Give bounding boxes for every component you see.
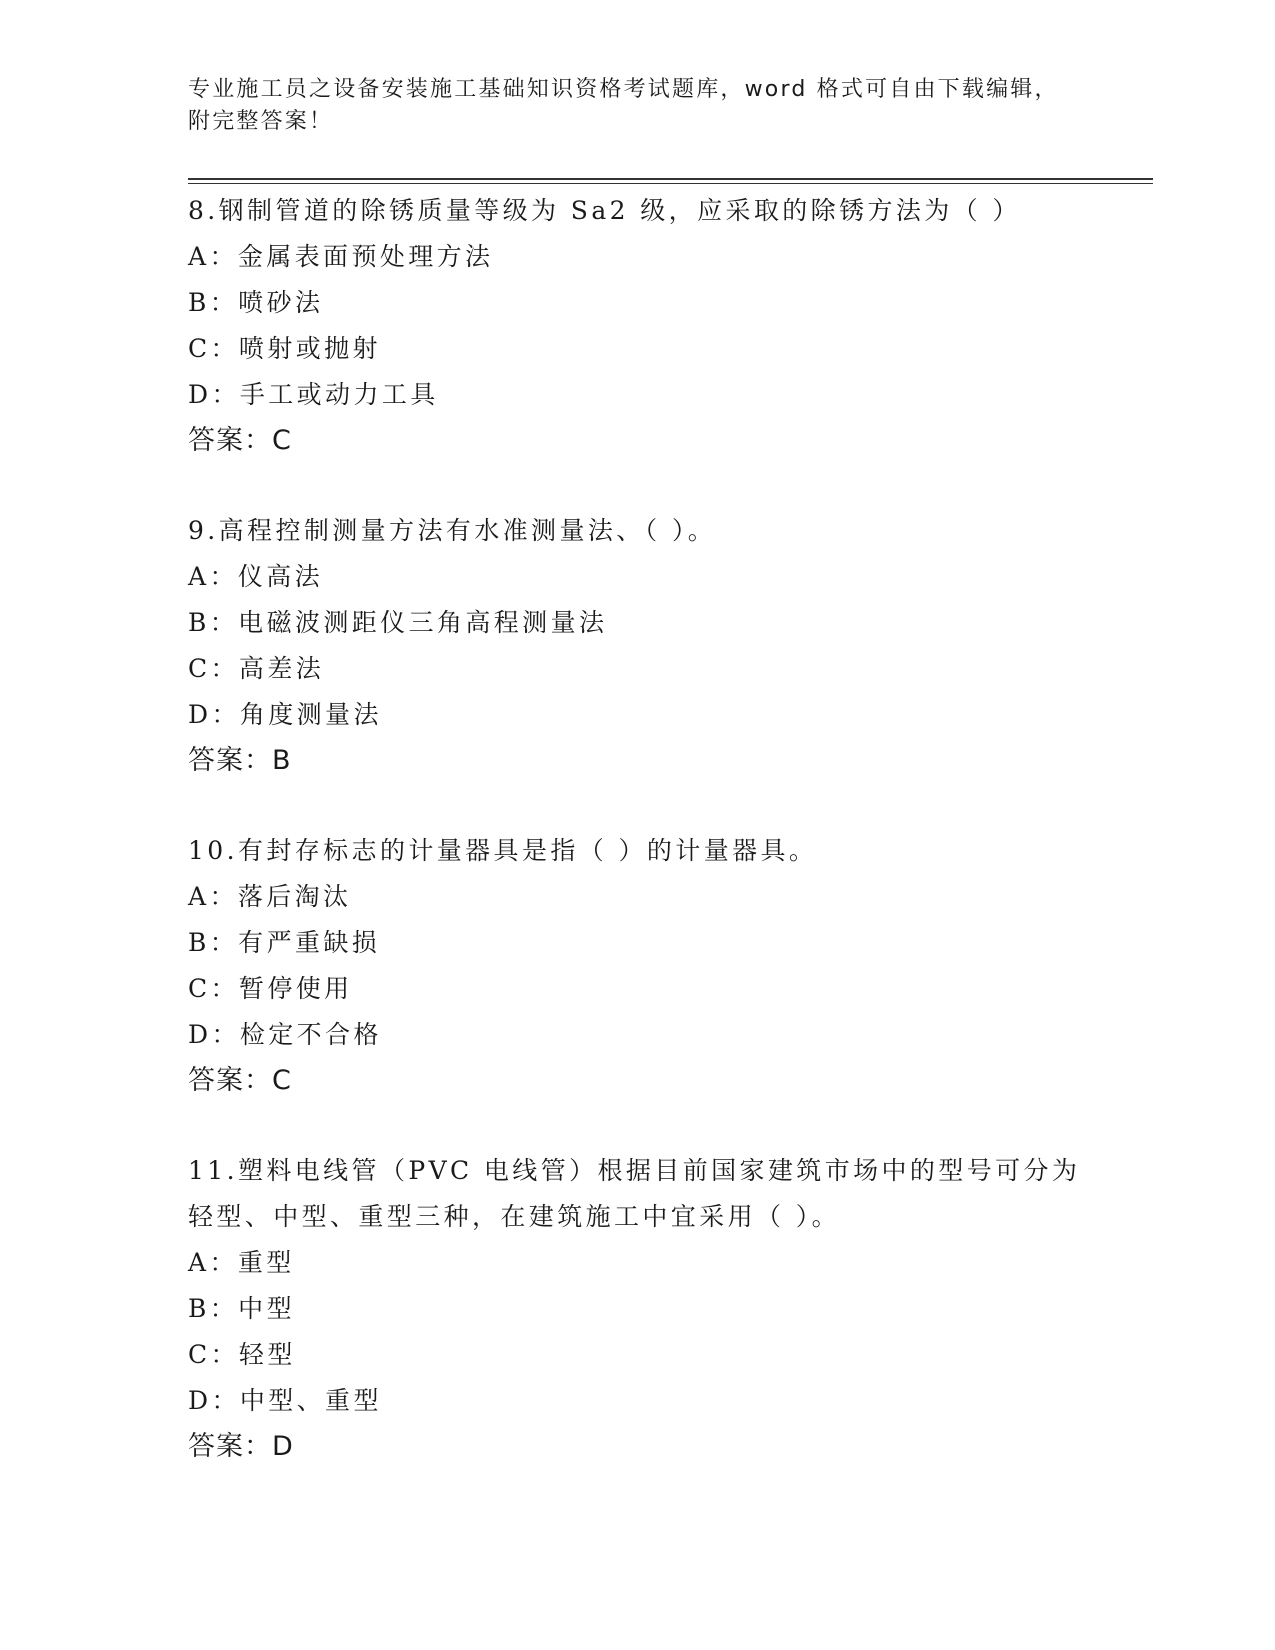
option-d: D：检定不合格 [188,1020,382,1049]
question-11 [188,1148,1148,1470]
header-line-1: 专业施工员之设备安装施工基础知识资格考试题库，word 格式可自由下载编辑， [188,77,1059,102]
question-title-line-1: 11.塑料电线管（PVC 电线管）根据目前国家建筑市场中的型号可分为 [188,1156,1081,1185]
question-title: 9.高程控制测量方法有水准测量法、（ ）。 [188,516,717,545]
answer-label: 答案：D [188,1431,294,1462]
question-9 [188,508,1148,784]
answer-label: 答案：C [188,425,292,456]
question-title-line-2: 轻型、中型、重型三种，在建筑施工中宜采用（ ）。 [188,1202,841,1231]
option-c: C：暂停使用 [188,974,353,1003]
option-a: A：重型 [188,1248,295,1277]
header-divider-thin [188,183,1153,184]
option-d: D：手工或动力工具 [188,380,439,409]
option-c: C：轻型 [188,1340,296,1369]
header-divider-thick [188,178,1153,180]
option-a: A：落后淘汰 [188,882,352,911]
option-d: D：中型、重型 [188,1386,382,1415]
question-title [188,1148,1148,1240]
option-b: B：喷砂法 [188,288,324,317]
question-10 [188,828,1148,1104]
question-8 [188,188,1148,464]
option-d: D：角度测量法 [188,700,382,729]
answer-label: 答案：B [188,745,292,776]
question-title: 8.钢制管道的除锈质量等级为 Sa2 级，应采取的除锈方法为（ ） [188,196,1021,225]
document-header [188,74,1088,138]
option-b: B：有严重缺损 [188,928,381,957]
header-line-2: 附完整答案！ [188,109,334,134]
option-b: B：中型 [188,1294,295,1323]
answer-label: 答案：C [188,1065,292,1096]
option-c: C：高差法 [188,654,325,683]
option-b: B：电磁波测距仪三角高程测量法 [188,608,608,637]
question-title: 10.有封存标志的计量器具是指（ ）的计量器具。 [188,836,818,865]
option-a: A：仪高法 [188,562,324,591]
option-c: C：喷射或抛射 [188,334,381,363]
option-a: A：金属表面预处理方法 [188,242,494,271]
